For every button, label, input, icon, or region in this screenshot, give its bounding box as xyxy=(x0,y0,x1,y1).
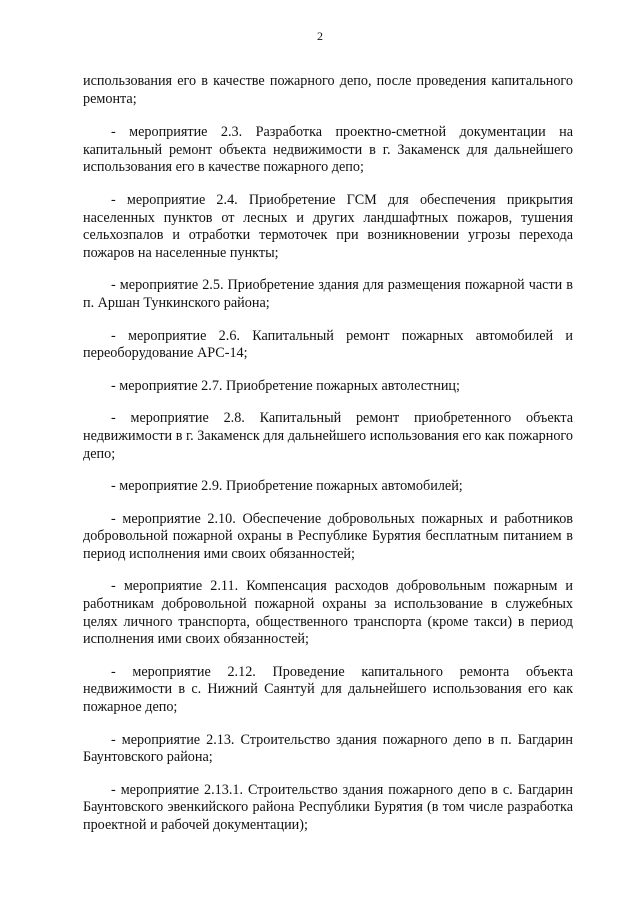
paragraph-measure-2-11: - мероприятие 2.11. Компенсация расходов добровольным пожарным и работникам добровольной пожарной охраны за использование в служебных целях личного транспорта, общественного транспорта (кроме такси) в период исполнения ими своих обязанностей; xyxy=(83,578,573,648)
paragraph-continuation: использования его в качестве пожарного депо, после проведения капитального ремонта; xyxy=(83,73,573,107)
page-number: 2 xyxy=(317,29,323,43)
paragraph-measure-2-13-1: - мероприятие 2.13.1. Строительство здания пожарного депо в с. Багдарин Баунтовского эвенкийского района Республики Бурятия (в том числе разработка проектной и рабочей документации); xyxy=(83,781,573,833)
paragraph-measure-2-12: - мероприятие 2.12. Проведение капитального ремонта объекта недвижимости в с. Нижний Саянтуй для дальнейшего использования его как пожарное депо; xyxy=(83,663,573,716)
paragraph-measure-2-7: - мероприятие 2.7. Приобретение пожарных автолестниц; xyxy=(111,377,460,394)
paragraph-measure-2-3: - мероприятие 2.3. Разработка проектно-сметной документации на капитальный ремонт объекта недвижимости в г. Закаменск для дальнейшего использования его в качестве пожарного депо; xyxy=(83,124,573,176)
paragraph-measure-2-8: - мероприятие 2.8. Капитальный ремонт приобретенного объекта недвижимости в г. Закаменск для дальнейшего использования его как пожарного депо; xyxy=(83,410,573,462)
paragraph-measure-2-4: - мероприятие 2.4. Приобретение ГСМ для обеспечения прикрытия населенных пунктов от лесных и других ландшафтных пожаров, тушения сельхозпалов и отработки термоточек при возникновении угрозы перехода пожаров на населенные пункты; xyxy=(83,191,573,261)
paragraph-measure-2-13: - мероприятие 2.13. Строительство здания пожарного депо в п. Багдарин Баунтовского района; xyxy=(83,731,573,766)
paragraph-measure-2-10: - мероприятие 2.10. Обеспечение добровольных пожарных и работников добровольной пожарной охраны в Республике Бурятия бесплатным питанием в период исполнения ими своих обязанностей; xyxy=(83,510,573,562)
document-body xyxy=(83,73,573,850)
paragraph-measure-2-6: - мероприятие 2.6. Капитальный ремонт пожарных автомобилей и переоборудование АРС-14; xyxy=(83,327,573,362)
paragraph-measure-2-5: - мероприятие 2.5. Приобретение здания для размещения пожарной части в п. Аршан Тункинского района; xyxy=(83,277,573,311)
paragraph-measure-2-9: - мероприятие 2.9. Приобретение пожарных автомобилей; xyxy=(111,478,463,495)
